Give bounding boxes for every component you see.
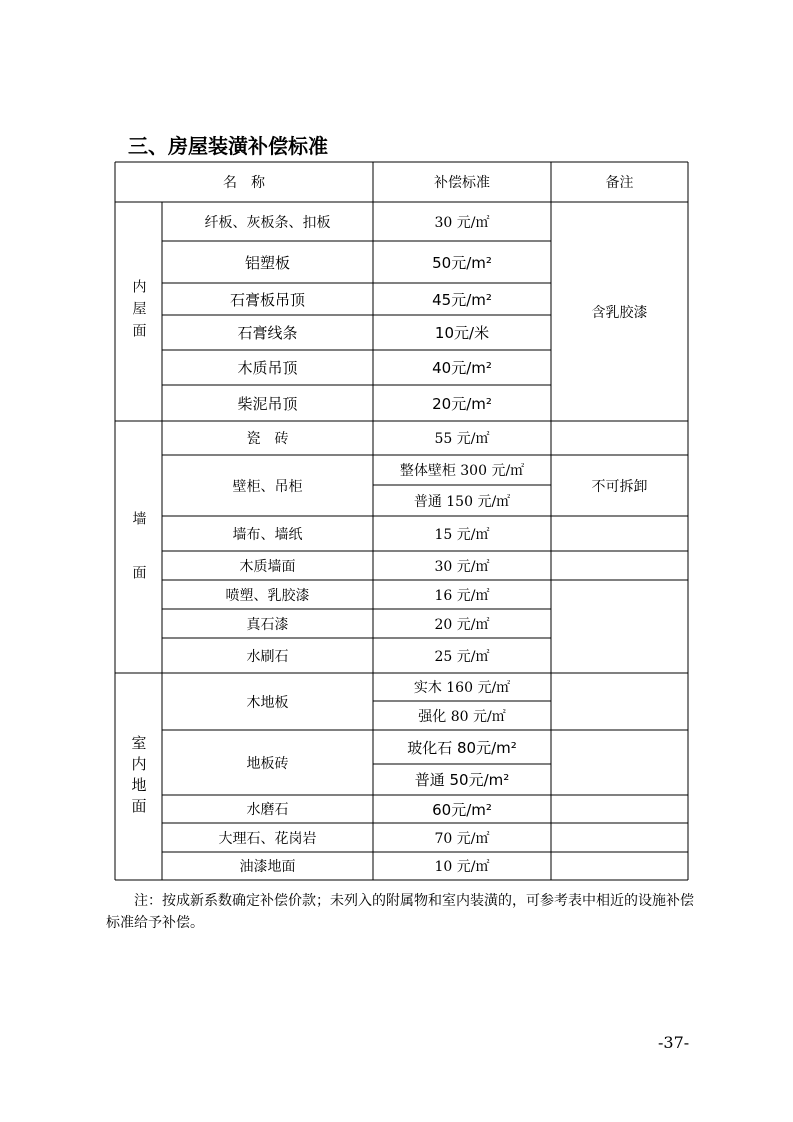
item-name: 石膏板吊顶 [229,290,305,309]
item-standard: 30 元/㎡ [434,214,490,231]
section-title: 三、房屋装潢补偿标准 [128,134,328,158]
group-label-text: 内屋面 [130,278,147,345]
item-name: 真石漆 [246,616,289,633]
item-standard: 30 元/㎡ [434,558,490,575]
item-name: 水磨石 [246,802,289,818]
item-name: 大理石、花岗岩 [218,830,317,847]
group-label-wall [115,421,162,673]
item-name: 油漆地面 [239,859,296,875]
item-name: 木质墙面 [239,558,296,575]
item-name: 墙布、墙纸 [232,526,303,543]
item-standard: 普通 150 元/㎡ [413,493,511,510]
item-name: 喷塑、乳胶漆 [225,587,310,604]
item-name: 木质吊顶 [237,359,298,377]
item-name: 木地板 [246,694,289,711]
remark-nondetachable: 不可拆卸 [591,478,648,495]
item-standard: 普通 50元/m² [414,771,510,789]
item-standard: 25 元/㎡ [434,648,490,665]
item-standard: 强化 80 元/㎡ [418,708,506,725]
item-name: 石膏线条 [237,324,298,342]
item-standard: 50元/m² [432,253,492,272]
item-standard: 实木 160 元/㎡ [413,680,511,696]
item-standard: 20 元/㎡ [434,616,490,633]
item-name: 柴泥吊顶 [237,394,298,413]
item-name: 地板砖 [246,755,289,772]
item-name: 纤板、灰板条、扣板 [204,214,331,231]
item-standard: 70 元/㎡ [434,830,490,847]
header-standard: 补偿标准 [434,175,490,191]
group-label-text: 墙 面 [130,511,147,583]
group-label-floor [115,673,162,880]
remark-latex: 含乳胶漆 [591,304,648,321]
item-standard: 10元/米 [434,324,490,342]
header-name: 名 称 [223,175,265,191]
item-standard: 20元/m² [432,394,492,413]
item-name: 铝塑板 [244,253,290,272]
footnote: 注：按成新系数确定补偿价款；未列入的附属物和室内装潢的，可参考表中相近的设施补偿标准给予补偿。 [106,893,694,931]
item-standard: 整体壁柜 300 元/㎡ [399,463,525,479]
item-name: 壁柜、吊柜 [232,478,303,495]
item-standard: 16 元/㎡ [434,587,490,604]
item-standard: 15 元/㎡ [434,526,490,543]
item-name: 瓷 砖 [246,431,289,447]
item-standard: 55 元/㎡ [434,431,490,447]
item-standard: 10 元/㎡ [434,859,490,875]
item-standard: 60元/m² [432,800,492,819]
item-name: 水刷石 [246,648,289,665]
header-remark: 备注 [605,175,634,191]
group-label-text: 室内地面 [129,734,148,819]
group-label-ceiling [115,202,162,421]
item-standard: 玻化石 80元/m² [407,738,517,757]
page-number: -37- [658,1033,690,1052]
item-standard: 40元/m² [432,359,492,377]
item-standard: 45元/m² [432,290,492,309]
